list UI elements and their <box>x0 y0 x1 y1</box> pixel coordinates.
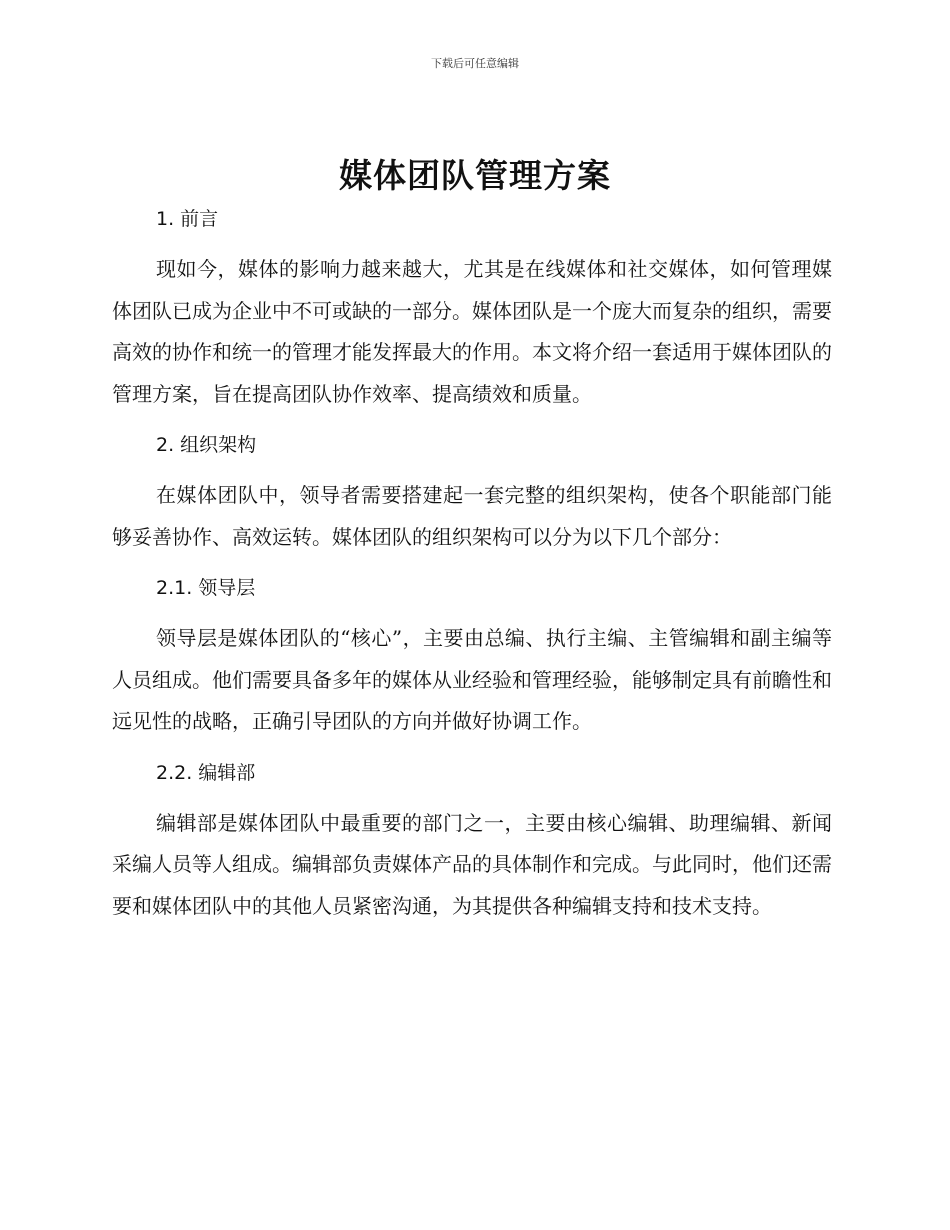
section-paragraph-preface: 现如今，媒体的影响力越来越大，尤其是在线媒体和社交媒体，如何管理媒体团队已成为企业中不可或缺的一部分。媒体团队是一个庞大而复杂的组织，需要高效的协作和统一的管理才能发挥最大的作用。本文将介绍一套适用于媒体团队的管理方案，旨在提高团队协作效率、提高绩效和质量。 <box>112 257 832 406</box>
section-heading-leadership: 2.1. 领导层 <box>156 577 256 599</box>
section-heading-editorial: 2.2. 编辑部 <box>156 761 256 784</box>
page-header-note: 下载后可任意编辑 <box>431 57 519 70</box>
section-paragraph-editorial: 编辑部是媒体团队中最重要的部门之一，主要由核心编辑、助理编辑、新闻采编人员等人组成。编辑部负责媒体产品的具体制作和完成。与此同时，他们还需要和媒体团队中的其他人员紧密沟通，为其提供各种编辑支持和技术支持。 <box>112 810 832 918</box>
section-paragraph-org-structure: 在媒体团队中，领导者需要搭建起一套完整的组织架构，使各个职能部门能够妥善协作、高效运转。媒体团队的组织架构可以分为以下几个部分： <box>112 483 832 549</box>
section-heading-preface: 1. 前言 <box>156 208 219 230</box>
document-body <box>112 202 832 927</box>
document-title: 媒体团队管理方案 <box>339 156 611 195</box>
section-heading-org-structure: 2. 组织架构 <box>156 434 257 456</box>
section-paragraph-leadership: 领导层是媒体团队的“核心”，主要由总编、执行主编、主管编辑和副主编等人员组成。他们需要具备多年的媒体从业经验和管理经验，能够制定具有前瞻性和远见性的战略，正确引导团队的方向并做好协调工作。 <box>112 626 832 733</box>
